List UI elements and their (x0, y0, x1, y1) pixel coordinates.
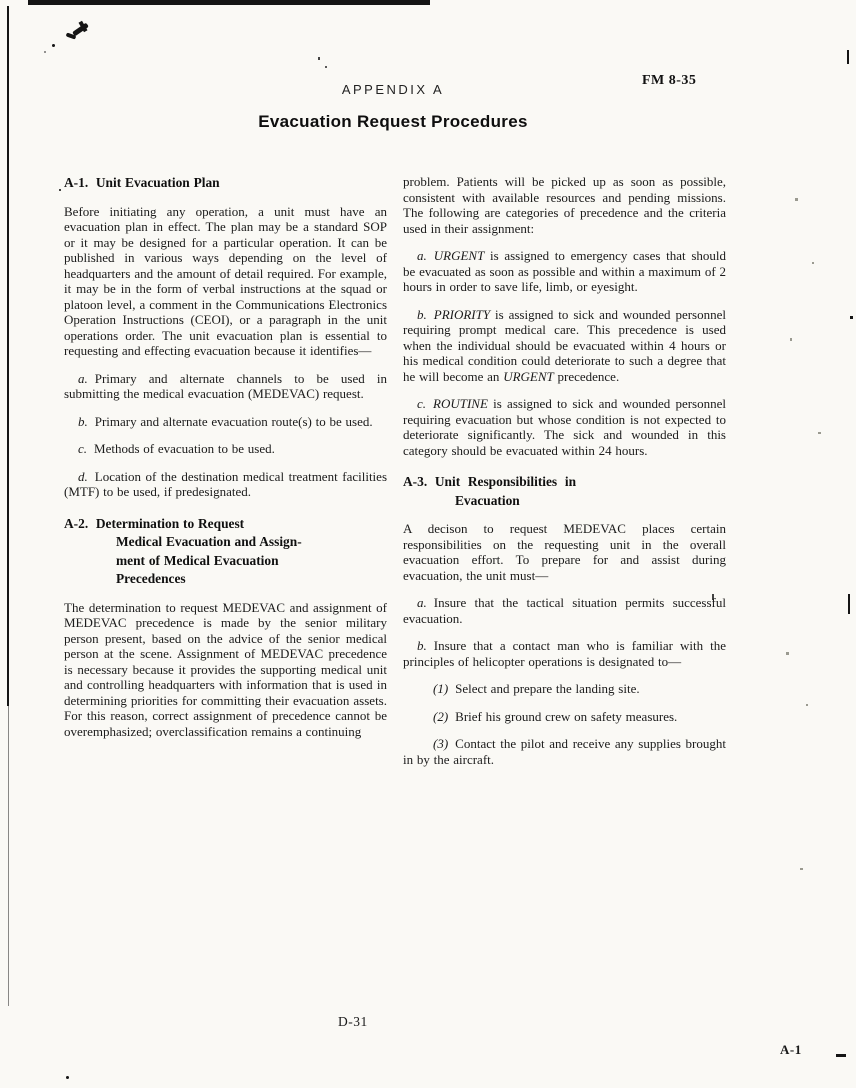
list-item (403, 638, 726, 669)
precedence-item-urgent (403, 248, 726, 295)
item-text: is assigned to sick and wounded personnel requiring evacuation but whose condition is not expected to deteriorate significantly. The sick and wounded in this category should be evacuated within 24 hours. (403, 396, 726, 458)
list-item (64, 371, 387, 402)
list-item (64, 469, 387, 500)
item-label: (3) (433, 736, 449, 751)
heading-line: ment of Medical Evacuation (116, 552, 279, 568)
item-text: Brief his ground crew on safety measures. (455, 708, 678, 724)
scan-artifact (8, 706, 9, 1006)
scan-artifact (847, 50, 849, 64)
manual-number: FM 8-35 (642, 73, 697, 88)
paragraph-a2: The determination to request MEDEVAC and assignment of MEDEVAC precedence is made by the senior military person present, based on the advice of the senior medical person at the scene. Assignment of MEDEVAC precedence is necessary because it provides the supporting medical unit and controlling headquarters with information that is used in determining priorities for committing their evacuation assets. For this reason, correct assignment of precedence cannot be overemphasized; overclassification remains a continuing (64, 599, 387, 739)
item-label: a. (78, 370, 88, 386)
scan-artifact (818, 432, 821, 434)
list-item (403, 595, 726, 626)
precedence-term: ROUTINE (433, 396, 488, 411)
scan-artifact (786, 652, 789, 655)
item-text: Contact the pilot and receive any supplies brought in by the aircraft. (403, 736, 726, 767)
two-column-body (64, 174, 726, 779)
scan-artifact (848, 594, 850, 614)
scan-artifact (66, 1076, 69, 1079)
item-text: Primary and alternate evacuation route(s) to be used. (94, 413, 373, 429)
page-number-center: D-31 (338, 1014, 368, 1029)
item-text: precedence. (553, 368, 620, 384)
item-label: b. (417, 306, 427, 322)
item-label: c. (417, 396, 427, 411)
item-label: a. (417, 595, 427, 610)
item-text: Insure that a contact man who is familiar with the principles of helicopter operations is designated to— (403, 638, 726, 669)
appendix-label: APPENDIX A (341, 82, 445, 97)
scan-artifact (836, 1054, 846, 1057)
sub-list-item (403, 681, 726, 697)
list-item (64, 414, 387, 430)
page-title: Evacuation Request Procedures (258, 112, 528, 131)
scan-artifact (850, 316, 853, 319)
item-text: Methods of evacuation to be used. (94, 441, 275, 456)
item-label: b. (78, 413, 88, 429)
item-text: Primary and alternate channels to be used in submitting the medical evacuation (MEDEVAC) request. (64, 370, 387, 401)
item-label: (2) (433, 708, 449, 724)
precedence-term: URGENT (503, 368, 554, 384)
item-label: b. (417, 638, 427, 653)
item-text: is assigned to sick and wounded personnel requiring prompt medical care. This precedence is used when the individual should be evacuated within 4 hours or his medical condition could deteriorate to such a degree that he will become an (403, 306, 726, 384)
item-label: (1) (433, 681, 449, 696)
item-text: Location of the destination medical treatment facilities (MTF) to be used, if predesignated. (64, 468, 387, 499)
heading-line: Evacuation (455, 492, 520, 508)
sub-list-item (403, 736, 726, 767)
right-column (403, 174, 726, 779)
precedence-term: URGENT (433, 248, 485, 263)
item-label: c. (78, 441, 88, 456)
heading-line: Precedences (116, 571, 186, 586)
item-label: a. (417, 248, 427, 263)
section-heading-a1: A-1. Unit Evacuation Plan (64, 175, 220, 190)
scan-artifact (7, 6, 9, 706)
scan-artifact (812, 262, 814, 264)
paragraph-a1: Before initiating any operation, a unit must have an evacuation plan in effect. The plan may be a standard SOP or it may be designed for a particular operation. It can be published in various ways depending on the level of headquarters and the amount of detail required. For example, it may be in the form of verbal instructions at the squad or platoon level, a comment in the Communications Electronics Operation Instructions (CEOI), or a paragraph in the unit operations order. The unit evacuation plan is essential to requesting and effecting evacuation because it identifies— (64, 203, 387, 358)
heading-line: Medical Evacuation and Assign- (116, 534, 302, 549)
heading-line: A-2. Determination to Request (64, 515, 245, 531)
item-text: is assigned to emergency cases that should be evacuated as soon as possible and within a maximum of 2 hours in order to save life, limb, or eyesight. (403, 248, 726, 294)
paragraph-a3: A decison to request MEDEVAC places certain responsibilities on the requesting unit in the overall evacuation effort. To prepare for and assist during evacuation, the unit must— (403, 521, 726, 583)
precedence-item-routine (403, 396, 726, 458)
scan-artifact (806, 704, 808, 706)
section-heading-a3 (403, 473, 726, 510)
scan-artifact (59, 189, 61, 191)
paragraph-a2-continued: problem. Patients will be picked up as soon as possible, consistent with available resources and pending missions. The following are categories of precedence and the criteria used in their assignment: (403, 174, 726, 236)
scan-artifact (28, 0, 430, 5)
page-number-right: A-1 (780, 1042, 802, 1057)
scan-artifact (800, 868, 803, 870)
scan-artifact (795, 198, 798, 201)
item-text: Select and prepare the landing site. (455, 681, 640, 696)
scan-artifact (325, 66, 327, 68)
scan-artifact (44, 51, 46, 53)
heading-line: A-3. Unit Responsibilities in (403, 474, 577, 489)
scan-artifact (52, 44, 55, 47)
precedence-item-priority (403, 307, 726, 385)
item-text: Insure that the tactical situation permits successful evacuation. (403, 595, 726, 626)
scan-artifact (790, 338, 792, 341)
section-heading-a2 (64, 515, 387, 589)
left-column (64, 174, 387, 779)
list-item (64, 441, 387, 457)
scan-artifact (318, 57, 320, 60)
sub-list-item (403, 709, 726, 725)
precedence-term: PRIORITY (433, 306, 491, 322)
item-label: d. (78, 468, 88, 484)
